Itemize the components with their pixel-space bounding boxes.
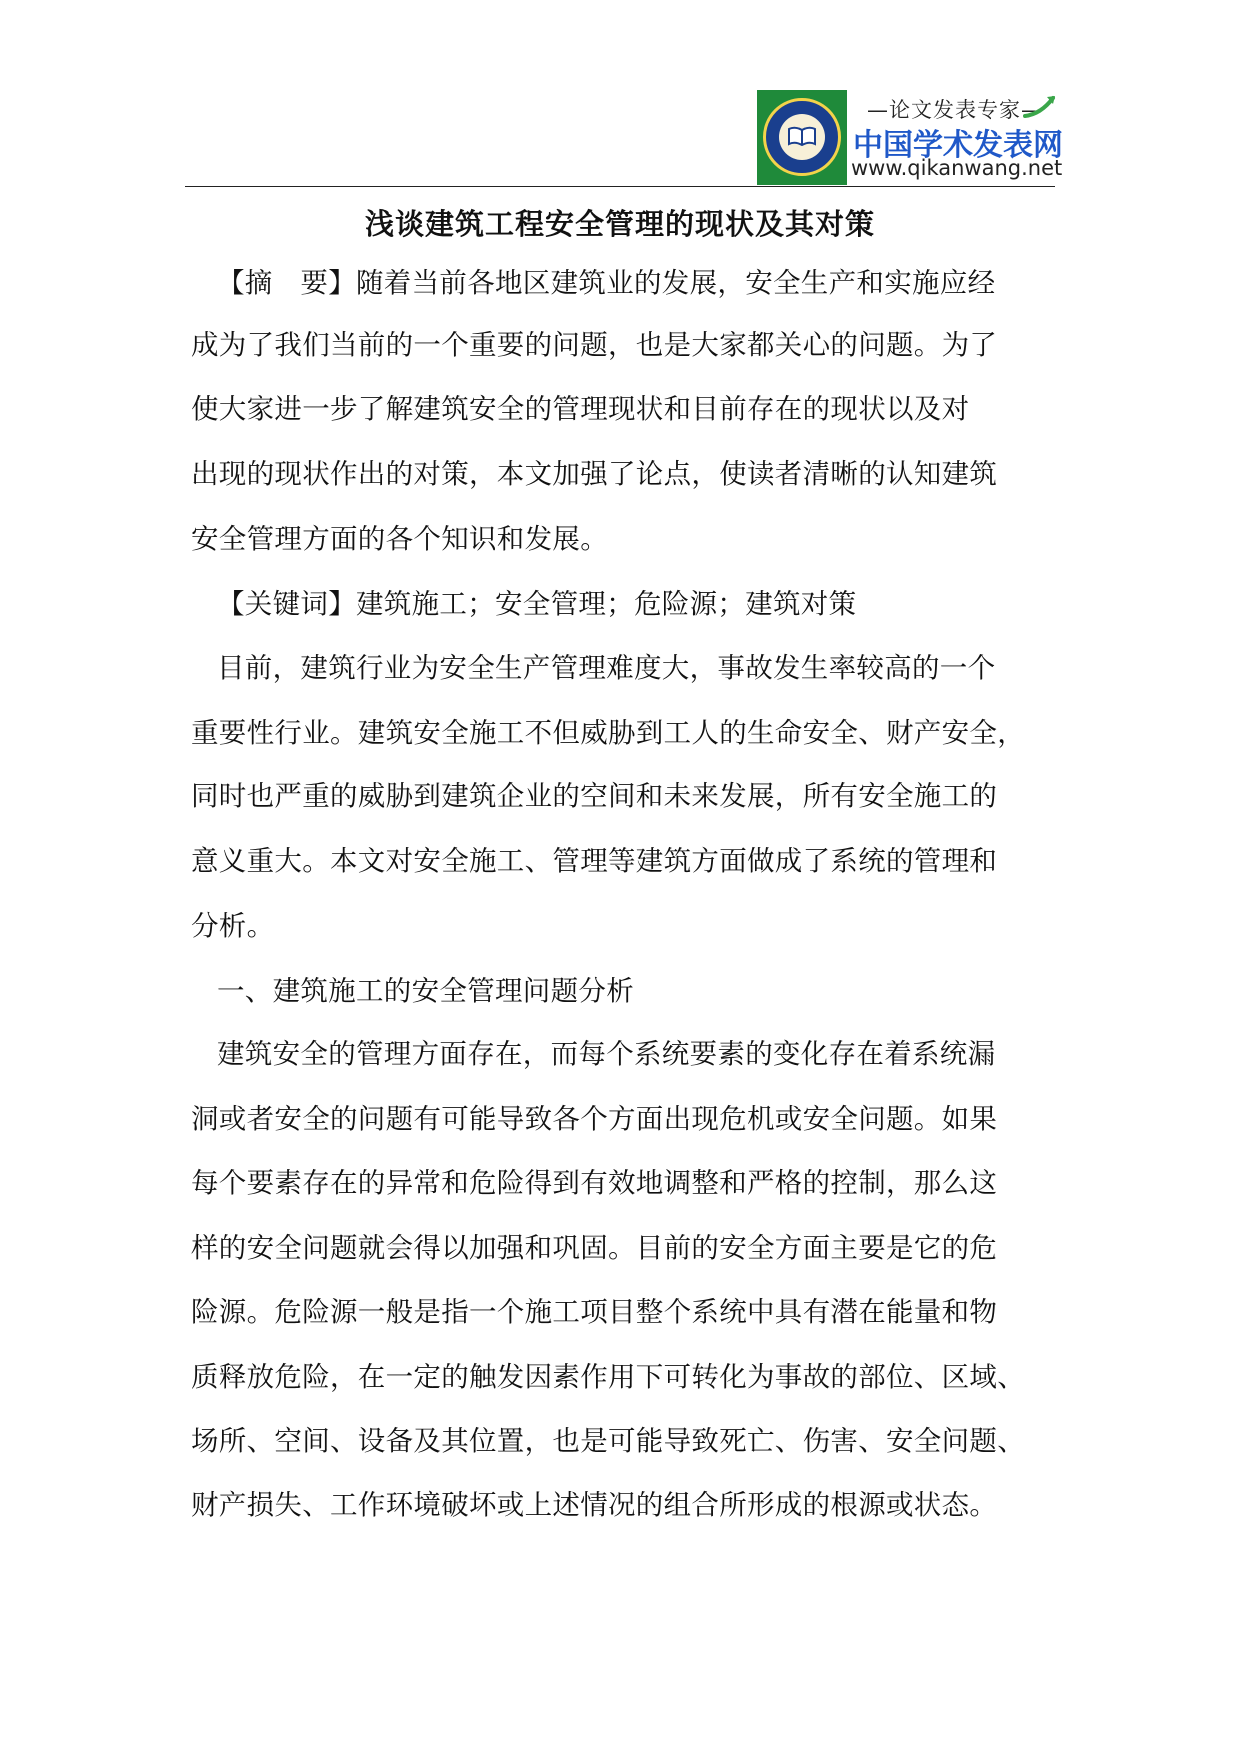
text-line: 一、建筑施工的安全管理问题分析: [217, 975, 634, 1007]
swoosh-icon: [1023, 92, 1057, 122]
book-icon: [788, 126, 816, 146]
text-line: 出现的现状作出的对策，本文加强了论点，使读者清晰的认知建筑: [191, 458, 998, 490]
publisher-logo: [757, 90, 1063, 185]
text-line: 使大家进一步了解建筑安全的管理现状和目前存在的现状以及对: [191, 393, 970, 425]
text-line: 同时也严重的威胁到建筑企业的空间和未来发展，所有安全施工的: [191, 780, 998, 812]
logo-name: 中国学术发表网: [853, 128, 1063, 163]
text-line: 每个要素存在的异常和危险得到有效地调整和严格的控制，那么这: [191, 1167, 998, 1199]
text-line: 样的安全问题就会得以加强和巩固。目前的安全方面主要是它的危: [191, 1232, 998, 1264]
logo-seal: [757, 90, 847, 185]
text-line: 成为了我们当前的一个重要的问题，也是大家都关心的问题。为了: [191, 329, 998, 361]
text-line: 分析。: [191, 910, 275, 942]
text-line: 质释放危险，在一定的触发因素作用下可转化为事故的部位、区域、: [191, 1361, 1025, 1393]
text-line: 目前，建筑行业为安全生产管理难度大，事故发生率较高的一个: [217, 652, 996, 684]
text-line: 意义重大。本文对安全施工、管理等建筑方面做成了系统的管理和: [191, 845, 998, 877]
header-rule: [185, 186, 1055, 187]
logo-text: [847, 90, 1063, 185]
logo-url: www.qikanwang.net: [851, 156, 1063, 180]
text-line: 【摘 要】随着当前各地区建筑业的发展，安全生产和实施应经: [217, 267, 996, 299]
text-line: 险源。危险源一般是指一个施工项目整个系统中具有潜在能量和物: [191, 1296, 998, 1328]
text-line: 重要性行业。建筑安全施工不但威胁到工人的生命安全、财产安全，: [191, 717, 1025, 749]
text-line: 建筑安全的管理方面存在，而每个系统要素的变化存在着系统漏: [217, 1038, 996, 1070]
text-line: 【关键词】建筑施工；安全管理；危险源；建筑对策: [217, 588, 857, 620]
logo-tagline: —论文发表专家—: [867, 98, 1043, 122]
text-line: 安全管理方面的各个知识和发展。: [191, 523, 608, 555]
text-line: 洞或者安全的问题有可能导致各个方面出现危机或安全问题。如果: [191, 1103, 998, 1135]
document-title: 浅谈建筑工程安全管理的现状及其对策: [364, 207, 875, 241]
text-line: 财产损失、工作环境破坏或上述情况的组合所形成的根源或状态。: [191, 1489, 998, 1521]
text-line: 场所、空间、设备及其位置，也是可能导致死亡、伤害、安全问题、: [191, 1425, 1025, 1457]
